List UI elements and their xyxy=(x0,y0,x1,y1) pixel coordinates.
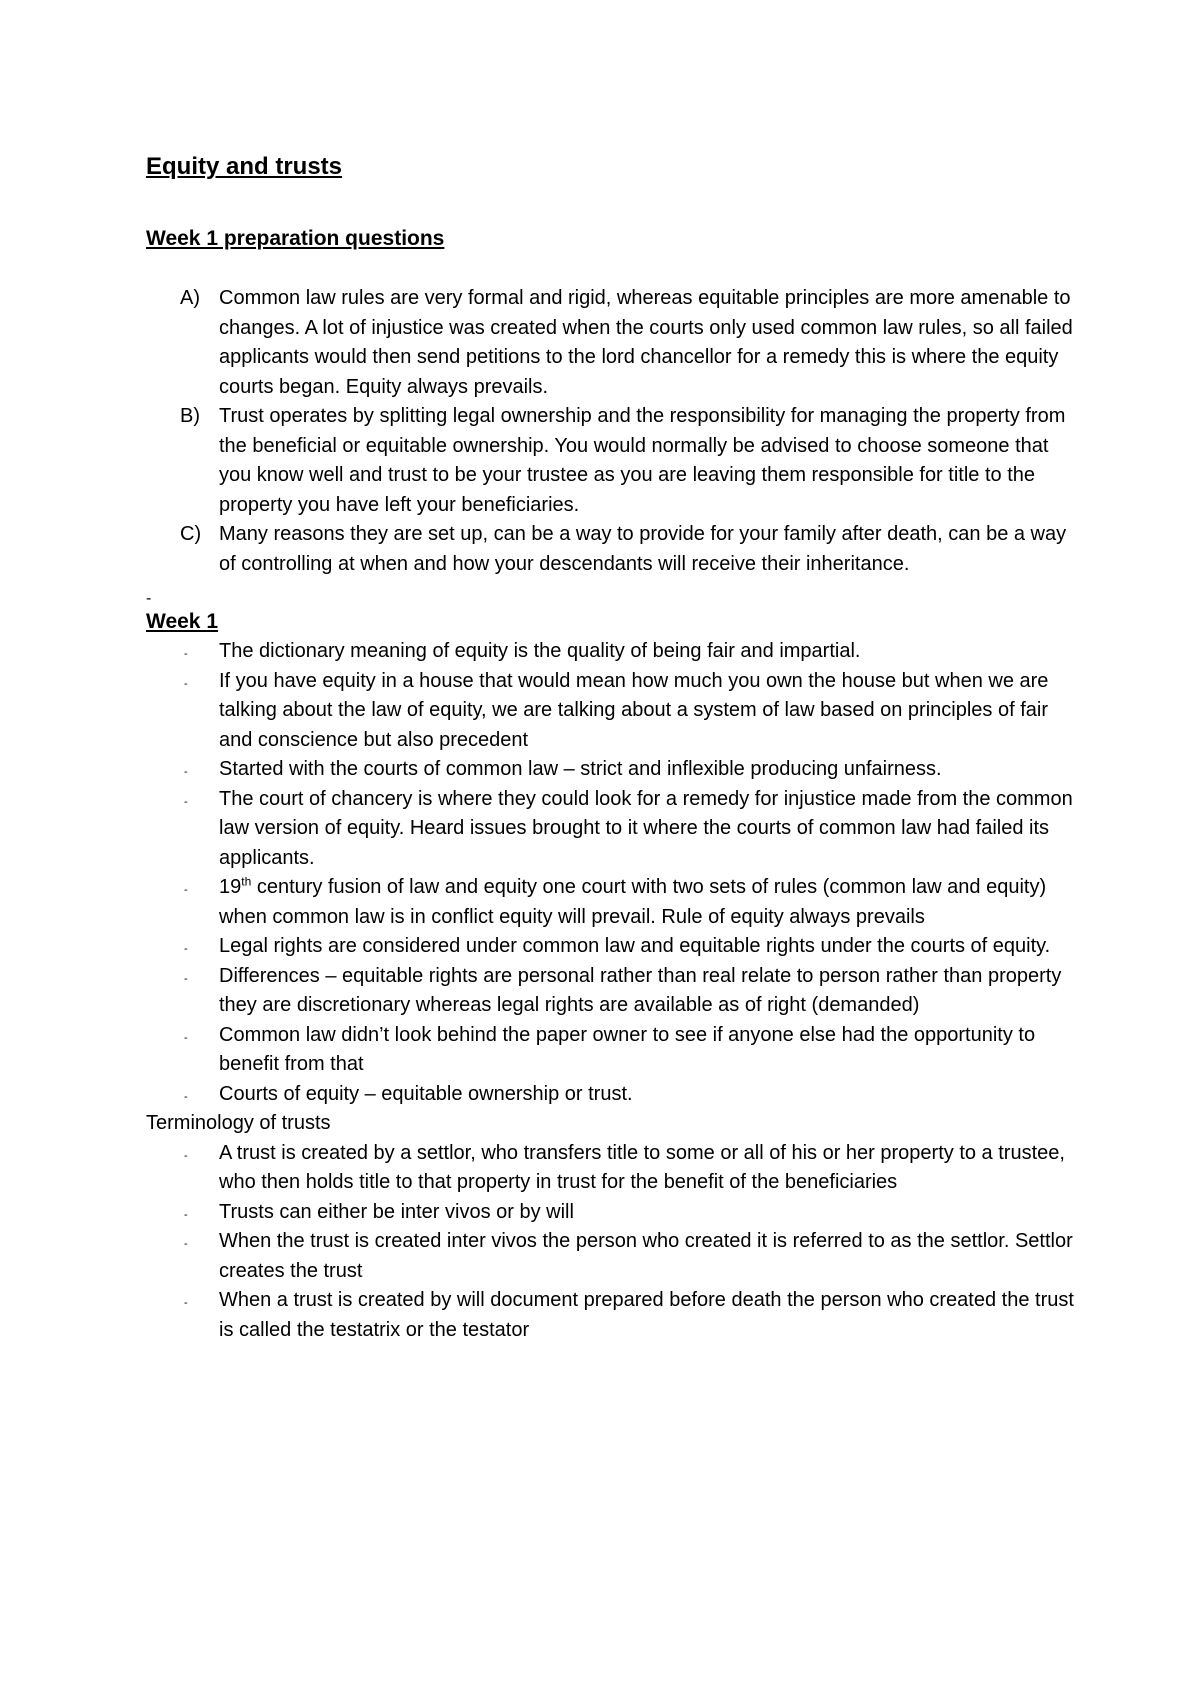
prep-heading: Week 1 preparation questions xyxy=(146,227,445,250)
terminology-list xyxy=(146,1139,1076,1346)
list-item xyxy=(146,1080,1076,1110)
bullet-dash: - xyxy=(184,943,188,955)
bullet-dash: - xyxy=(184,648,188,660)
note-text: Trusts can either be inter vivos or by will xyxy=(219,1200,574,1223)
list-marker: B) xyxy=(180,405,200,427)
note-text: century fusion of law and equity one court with two sets of rules (common law and equity) when common law is in conflict equity will prevail. Rule of equity always prevails xyxy=(219,876,1047,928)
bullet-dash: - xyxy=(184,677,188,690)
list-item xyxy=(146,1021,1076,1080)
list-item xyxy=(146,785,1076,874)
list-marker: C) xyxy=(180,523,202,545)
bullet-dash: - xyxy=(184,1297,188,1309)
bullet-dash: - xyxy=(184,1149,188,1162)
note-text: Started with the courts of common law – strict and inflexible producing unfairness. xyxy=(219,758,942,780)
list-item xyxy=(146,1286,1076,1345)
note-text: The dictionary meaning of equity is the quality of being fair and impartial. xyxy=(219,640,861,662)
note-text: The court of chancery is where they could look for a remedy for injustice made from the common law version of equity. Heard issues brought to it where the courts of common law had failed its applicants. xyxy=(219,787,1073,869)
list-item-fusion xyxy=(146,873,1076,932)
list-item xyxy=(146,667,1076,756)
stray-dash: - xyxy=(146,590,152,607)
prep-answer-a xyxy=(146,284,1076,402)
note-text: When the trust is created inter vivos the person who created it is referred to as the settlor. Settlor creates the trust xyxy=(219,1230,1073,1282)
note-text: Legal rights are considered under common law and equitable rights under the courts of equity. xyxy=(219,935,1051,957)
list-item xyxy=(146,1198,1076,1228)
answer-text: Trust operates by splitting legal ownership and the responsibility for managing the property from the beneficial or equitable ownership. You would normally be advised to choose someone that you know well and trust to be your trustee as you are leaving them responsible for title to the property you have left your beneficiaries. xyxy=(219,405,1066,516)
ordinal-superscript: th xyxy=(241,874,252,889)
week1-notes-list xyxy=(146,637,1076,1109)
bullet-dash: - xyxy=(184,1090,188,1103)
prep-answers-list xyxy=(146,284,1076,579)
prep-answer-c xyxy=(146,520,1076,579)
list-item xyxy=(146,962,1076,1021)
bullet-dash: - xyxy=(184,766,188,778)
bullet-dash: - xyxy=(184,884,188,896)
note-text: A trust is created by a settlor, who transfers title to some or all of his or her property to a trustee, who then holds title to that property in trust for the benefit of the beneficiaries xyxy=(219,1141,1065,1193)
document-body xyxy=(146,150,1076,1345)
list-item xyxy=(146,1227,1076,1286)
answer-text: Many reasons they are set up, can be a way to provide for your family after death, can be a way of controlling at when and how your descendants will receive their inheritance. xyxy=(219,523,1067,575)
bullet-dash: - xyxy=(184,1238,188,1250)
answer-text: Common law rules are very formal and rigid, whereas equitable principles are more amenable to changes. A lot of injustice was created when the courts only used common law rules, so all failed applicants would then send petitions to the lord chancellor for a remedy this is where the equity courts began. Equity always prevails. xyxy=(219,287,1073,398)
list-item xyxy=(146,637,1076,667)
note-text: When a trust is created by will document prepared before death the person who created the trust is called the testatrix or the testator xyxy=(219,1289,1074,1341)
list-marker: A) xyxy=(180,287,200,309)
list-item xyxy=(146,1139,1076,1198)
bullet-dash: - xyxy=(184,1208,188,1221)
bullet-dash: - xyxy=(184,972,188,985)
note-text: If you have equity in a house that would mean how much you own the house but when we are talking about the law of equity, we are talking about a system of law based on principles of fair and conscience but also precedent xyxy=(219,669,1049,751)
century-number: 19 xyxy=(219,876,242,898)
terminology-heading: Terminology of trusts xyxy=(146,1112,331,1134)
bullet-dash: - xyxy=(184,1031,188,1044)
prep-answer-b xyxy=(146,402,1076,520)
week1-heading: Week 1 xyxy=(146,610,218,633)
note-text: Common law didn’t look behind the paper owner to see if anyone else had the opportunity to benefit from that xyxy=(219,1023,1036,1075)
list-item xyxy=(146,932,1076,962)
note-text: Courts of equity – equitable ownership or trust. xyxy=(219,1082,633,1105)
bullet-dash: - xyxy=(184,795,188,808)
note-text: Differences – equitable rights are personal rather than real relate to person rather than property they are discretionary whereas legal rights are available as of right (demanded) xyxy=(219,964,1062,1016)
list-item xyxy=(146,755,1076,785)
document-title: Equity and trusts xyxy=(146,153,343,180)
